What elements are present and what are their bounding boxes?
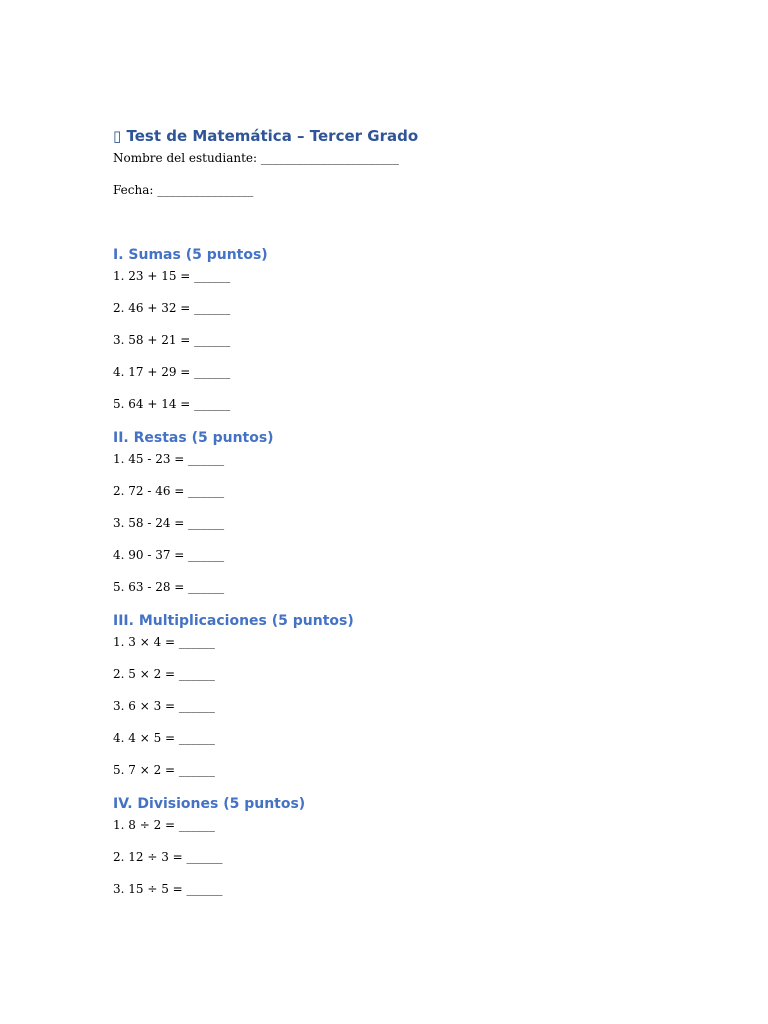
exercise-item: 1. 8 ÷ 2 = ______ [113, 818, 215, 832]
exercise-item: 5. 64 + 14 = ______ [113, 397, 231, 411]
exercise-item: 2. 46 + 32 = ______ [113, 301, 231, 315]
section-heading: III. Multiplicaciones (5 puntos) [113, 613, 354, 629]
section-heading: I. Sumas (5 puntos) [113, 247, 268, 263]
section-heading: II. Restas (5 puntos) [113, 430, 274, 446]
exercise-item: 3. 58 - 24 = ______ [113, 516, 225, 530]
exercise-item: 4. 90 - 37 = ______ [113, 548, 225, 562]
section-sumas [113, 246, 673, 412]
page-title: ▯ Test de Matemática – Tercer Grado [113, 127, 419, 145]
section-restas [113, 429, 673, 595]
exercise-list [113, 817, 673, 897]
exercise-item: 1. 45 - 23 = ______ [113, 452, 225, 466]
exercise-item: 1. 23 + 15 = ______ [113, 269, 231, 283]
exercise-item: 4. 17 + 29 = ______ [113, 365, 231, 379]
exercise-item: 3. 58 + 21 = ______ [113, 333, 231, 347]
exercise-list [113, 634, 673, 778]
exercise-list [113, 268, 673, 412]
exercise-item: 4. 4 × 5 = ______ [113, 731, 215, 745]
section-multiplicaciones [113, 612, 673, 778]
exercise-item: 5. 7 × 2 = ______ [113, 763, 215, 777]
date-line: Fecha: ________________ [113, 183, 254, 197]
exercise-item: 2. 12 ÷ 3 = ______ [113, 850, 223, 864]
document-page [113, 124, 673, 897]
exercise-item: 3. 15 ÷ 5 = ______ [113, 882, 223, 896]
exercise-item: 3. 6 × 3 = ______ [113, 699, 215, 713]
section-heading: IV. Divisiones (5 puntos) [113, 796, 306, 812]
exercise-item: 1. 3 × 4 = ______ [113, 635, 215, 649]
exercise-item: 2. 72 - 46 = ______ [113, 484, 225, 498]
exercise-item: 5. 63 - 28 = ______ [113, 580, 225, 594]
exercise-item: 2. 5 × 2 = ______ [113, 667, 215, 681]
section-divisiones [113, 795, 673, 897]
exercise-list [113, 451, 673, 595]
student-name-line: Nombre del estudiante: _______________________ [113, 151, 399, 165]
